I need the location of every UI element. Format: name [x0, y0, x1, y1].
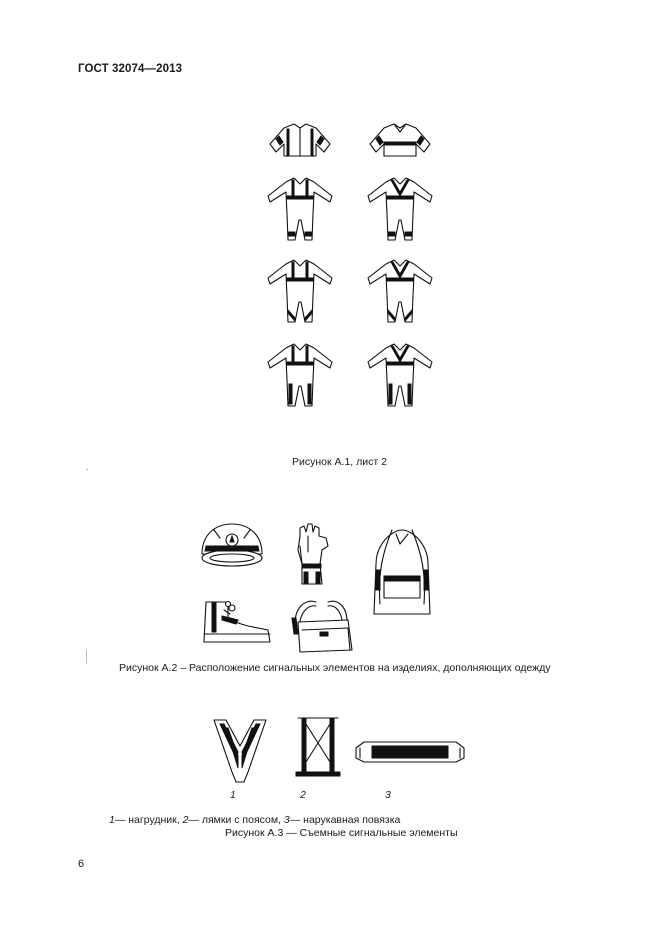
page-number: 6	[78, 858, 85, 870]
suspenders-figure	[296, 718, 340, 776]
margin-mark: .	[86, 463, 89, 472]
figure-a3-label-1: 1	[230, 789, 236, 801]
legend-text-2: — лямки с поясом,	[188, 814, 281, 826]
figure-a3-caption: Рисунок А.3 — Съемные сигнальные элементы	[225, 827, 458, 839]
armband-figure	[356, 742, 464, 762]
legend-number-2: 2	[182, 814, 189, 826]
bib-figure	[214, 720, 266, 782]
figure-a2-caption: Рисунок А.2 – Расположение сигнальных элементов на изделиях, дополняющих одежду	[119, 662, 551, 674]
legend-text-1: — нагрудник,	[114, 814, 180, 826]
legend-number-1: 1	[109, 814, 115, 826]
figure-a3-legend	[109, 814, 400, 826]
legend-number-3: 3	[283, 814, 290, 826]
document-header: ГОСТ 32074—2013	[78, 63, 183, 75]
figure-a1-caption: Рисунок А.1, лист 2	[292, 456, 387, 468]
figure-a3-label-2: 2	[300, 789, 306, 801]
legend-text-3: — нарукавная повязка	[289, 814, 401, 826]
figure-a3-label-3: 3	[385, 789, 391, 801]
